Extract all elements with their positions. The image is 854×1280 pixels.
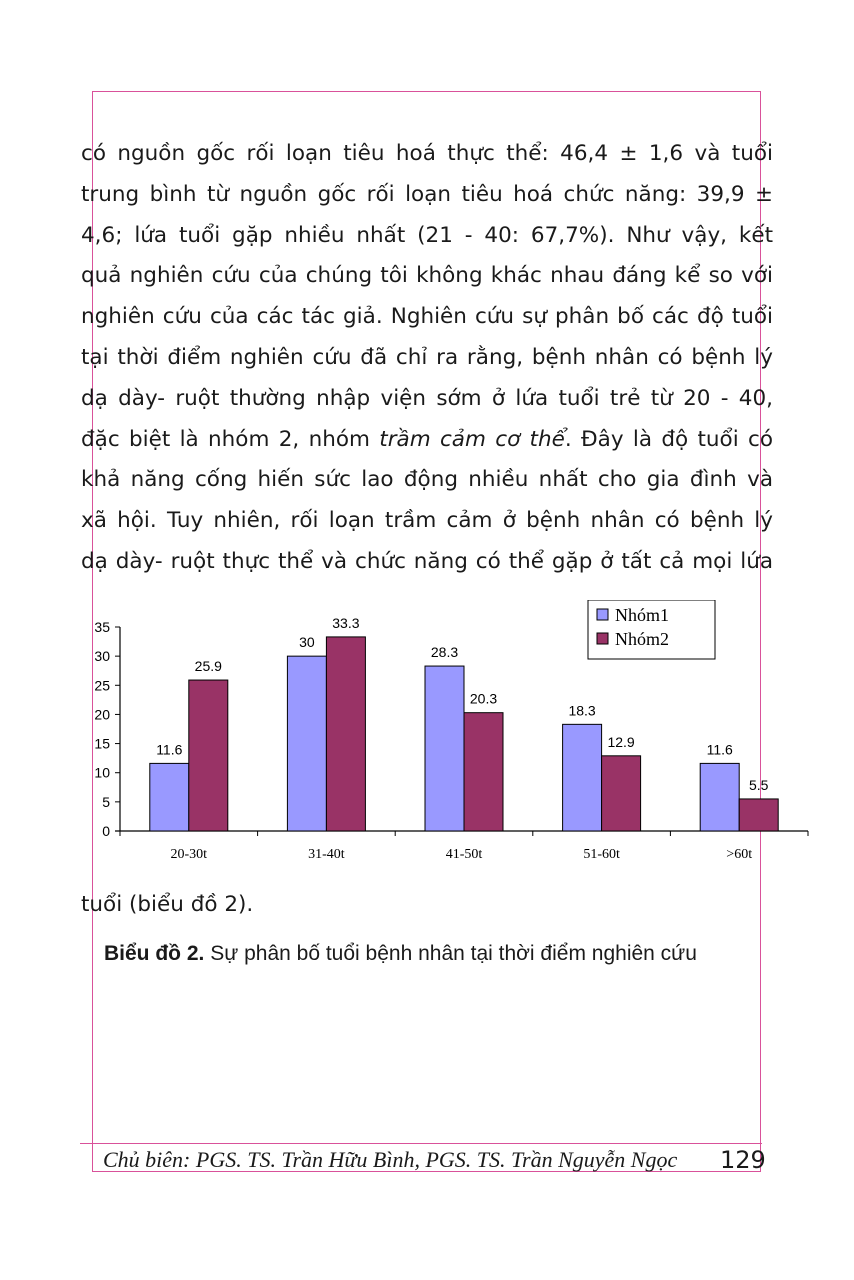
legend-label: Nhóm1 (615, 605, 669, 625)
body-line: tại thời điểm nghiên cứu đã chỉ ra rằng, bệnh nhân có bệnh lý (81, 344, 773, 370)
paragraph-tail: tuổi (biểu đồ 2). (81, 892, 254, 917)
data-label: 25.9 (194, 658, 222, 675)
legend-swatch (597, 633, 608, 644)
body-line: trung bình từ nguồn gốc rối loạn tiêu hoá chức năng: 39,9 ± (81, 181, 773, 207)
bar-1 (563, 724, 602, 831)
y-tick-label: 0 (102, 823, 110, 839)
x-tick-label: 20-30t (170, 847, 208, 862)
bar-2 (464, 713, 503, 831)
y-tick-label: 35 (94, 619, 110, 635)
caption-text: Sự phân bố tuổi bệnh nhân tại thời điểm nghiên cứu (204, 942, 697, 965)
emphasis-term: trầm cảm cơ thể (379, 426, 565, 452)
body-line-part: . Đây là độ tuổi có (564, 426, 773, 452)
data-label: 18.3 (568, 702, 596, 719)
body-line: khả năng cống hiến sức lao động nhiều nhất cho gia đình và (81, 467, 773, 493)
data-label: 11.6 (706, 741, 733, 758)
x-tick-label: 41-50t (445, 847, 483, 862)
y-tick-label: 15 (94, 735, 110, 752)
legend-swatch (597, 609, 608, 620)
body-line: nghiên cứu của các tác giả. Nghiên cứu sự phân bố các độ tuổi (81, 304, 773, 330)
bar-1 (425, 666, 464, 831)
figure-caption (104, 942, 697, 966)
body-line-emphasis (81, 420, 773, 461)
data-label: 11.6 (156, 741, 183, 758)
page-number: 129 (720, 1146, 766, 1174)
data-label: 12.9 (607, 733, 635, 750)
x-tick-label: 51-60t (583, 847, 620, 862)
legend-label: Nhóm2 (615, 629, 669, 649)
data-label: 33.3 (332, 614, 360, 631)
bar-1 (287, 656, 326, 831)
footer-author: Chủ biên: PGS. TS. Trần Hữu Bình, PGS. TS. Trần Nguyễn Ngọc (103, 1147, 678, 1172)
body-line: 4,6; lứa tuổi gặp nhiều nhất (21 - 40: 67,7%). Như vậy, kết (81, 222, 773, 248)
bar-2 (189, 680, 228, 831)
body-line: dạ dày- ruột thường nhập viện sớm ở lứa tuổi trẻ từ 20 - 40, (81, 385, 773, 411)
body-line: có nguồn gốc rối loạn tiêu hoá thực thể: 46,4 ± 1,6 và tuổi (81, 141, 773, 166)
bar-2 (739, 799, 778, 831)
bar-2 (602, 756, 641, 831)
y-tick-label: 20 (94, 706, 110, 723)
data-label: 20.3 (469, 690, 498, 707)
y-tick-label: 5 (102, 793, 110, 810)
body-line: dạ dày- ruột thực thể và chức năng có thể gặp ở tất cả mọi lứa (81, 548, 773, 574)
x-tick-label: >60t (726, 847, 753, 862)
body-line-part: đặc biệt là nhóm 2, nhóm (81, 426, 380, 452)
footer-divider (80, 1143, 762, 1144)
age-distribution-bar-chart (80, 600, 815, 875)
x-tick-label: 31-40t (308, 847, 345, 862)
y-tick-label: 30 (94, 648, 110, 665)
y-tick-label: 10 (94, 764, 110, 781)
bar-1 (700, 763, 739, 831)
body-line: xã hội. Tuy nhiên, rối loạn trầm cảm ở bệnh nhân có bệnh lý (81, 508, 773, 534)
bar-1 (150, 763, 189, 831)
y-tick-label: 25 (94, 677, 110, 694)
body-line: quả nghiên cứu của chúng tôi không khác nhau đáng kể so với (81, 263, 773, 289)
data-label: 28.3 (430, 644, 459, 661)
body-paragraph (81, 134, 773, 583)
data-label: 30 (299, 634, 315, 651)
data-label: 5.5 (748, 776, 769, 793)
bar-2 (326, 637, 365, 831)
caption-label: Biểu đồ 2. (104, 942, 205, 965)
